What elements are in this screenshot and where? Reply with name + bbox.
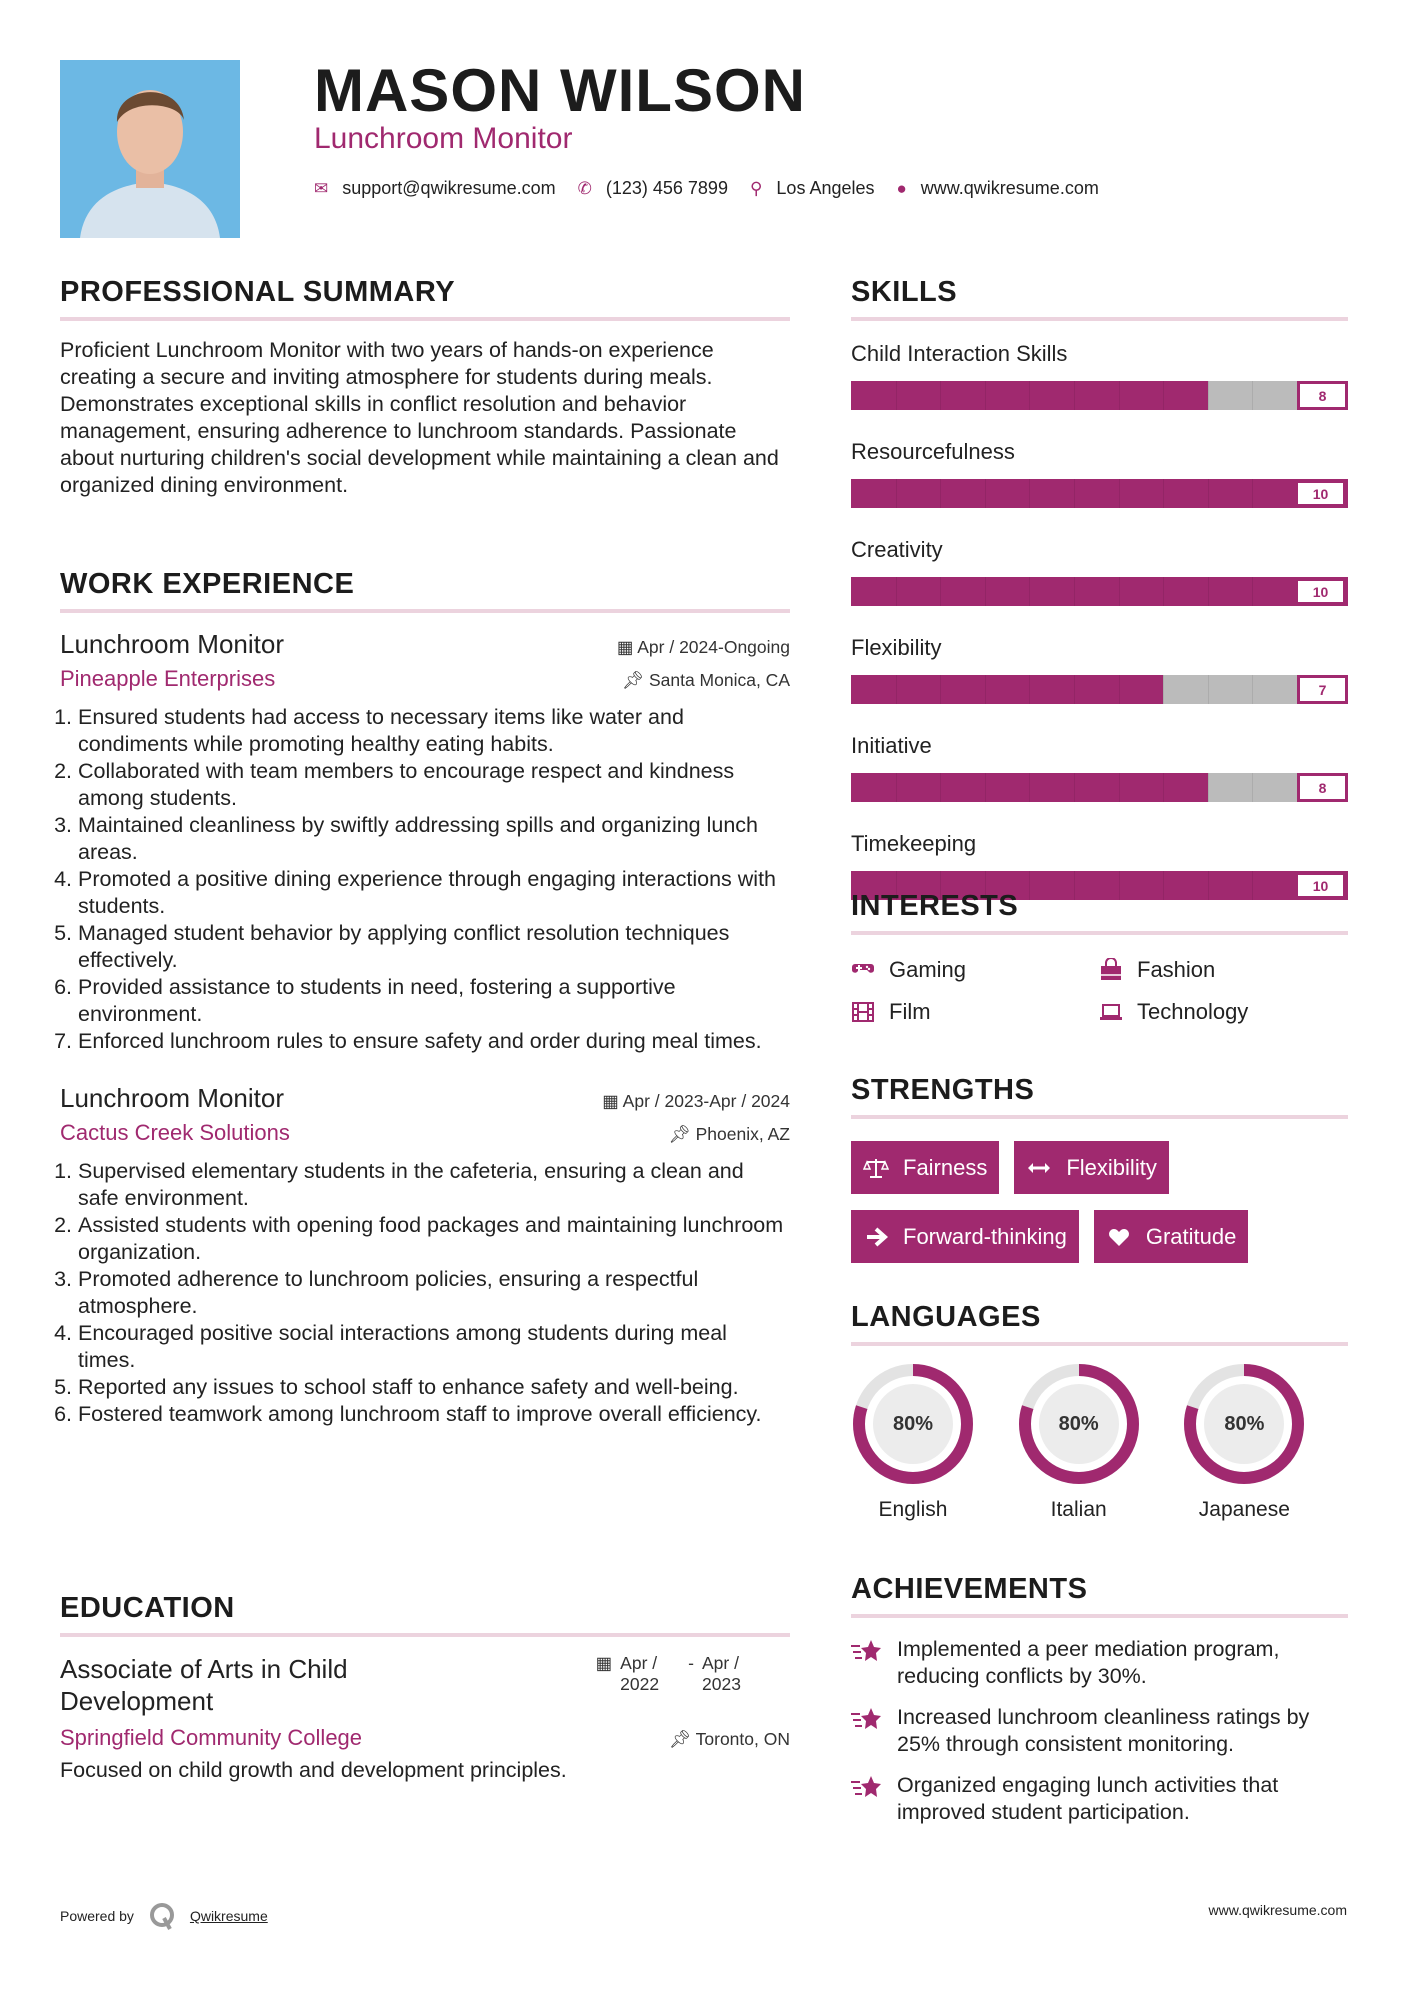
duty-item: 7. Enforced lunchroom rules to ensure safety and order during meal times. (78, 1028, 790, 1055)
school-name: Springfield Community College (60, 1725, 363, 1750)
bar-segment (1163, 577, 1164, 606)
gamepad-icon (851, 958, 875, 982)
job-duties (60, 1158, 790, 1428)
strength-label: Forward-thinking (903, 1223, 1067, 1249)
bar-segment (985, 675, 986, 704)
skill-bar-fill (851, 577, 1348, 606)
skill-level: 10 (1298, 581, 1343, 602)
bar-segment (1163, 479, 1164, 508)
location-text: Los Angeles (776, 178, 875, 198)
edu-date-sep: - (688, 1653, 694, 1673)
degree-title: Associate of Arts in Child Development (60, 1654, 348, 1716)
duty-item: 3. Promoted adherence to lunchroom policies, ensuring a respectful atmosphere. (78, 1266, 790, 1320)
heart-icon (1106, 1225, 1132, 1249)
edu-end: Apr / 2023 (702, 1653, 741, 1694)
strengths-section (851, 1074, 1348, 1263)
bar-segment (1208, 675, 1209, 704)
bar-segment (896, 675, 897, 704)
bar-segment (940, 479, 941, 508)
language-item (1017, 1362, 1183, 1522)
arrow-right-icon (863, 1225, 889, 1249)
strength-label: Gratitude (1145, 1223, 1237, 1249)
divider (60, 317, 790, 321)
divider (851, 1115, 1348, 1119)
company-name: Pineapple Enterprises (60, 666, 276, 691)
interest-item (1099, 999, 1347, 1025)
bar-segment (1252, 773, 1253, 802)
skill-level: 8 (1297, 381, 1348, 410)
shooting-star-icon (851, 1638, 883, 1664)
strength-tag (1094, 1210, 1249, 1263)
calendar-icon: ▦ (616, 637, 638, 657)
job-dates: Apr / 2024-Ongoing (637, 637, 790, 657)
achievement-text: Organized engaging lunch activities that improved student participation. (897, 1773, 1279, 1824)
skill-name: Timekeeping (851, 831, 977, 856)
skill-item (851, 635, 1348, 704)
duty-item: 5. Reported any issues to school staff to enhance safety and well-being. (78, 1374, 790, 1401)
website-link[interactable]: www.qwikresume.com (920, 178, 1099, 198)
bar-segment (1208, 381, 1209, 410)
envelope-icon: ✉ (314, 178, 329, 198)
laptop-icon (1099, 1000, 1123, 1024)
skill-level: 10 (1298, 483, 1343, 504)
bar-segment (1074, 773, 1075, 802)
bar-segment (1252, 577, 1253, 606)
company-name: Cactus Creek Solutions (60, 1120, 290, 1145)
footer-website[interactable]: www.qwikresume.com (1208, 1902, 1347, 1918)
section-heading: INTERESTS (851, 890, 1019, 922)
bar-segment (1029, 773, 1030, 802)
job-dates: Apr / 2023-Apr / 2024 (622, 1091, 790, 1111)
calendar-icon: ▦ (602, 1091, 623, 1111)
skill-name: Flexibility (851, 635, 942, 660)
interest-label: Gaming (889, 957, 967, 982)
bar-segment (1029, 675, 1030, 704)
skill-item (851, 439, 1348, 508)
skill-level: 10 (1298, 875, 1343, 896)
shopping-bag-icon (1099, 958, 1123, 982)
skill-item (851, 341, 1348, 410)
calendar-icon: ▦ (595, 1653, 613, 1673)
divider (851, 1342, 1348, 1346)
candidate-title: Lunchroom Monitor (314, 122, 573, 155)
shooting-star-icon (851, 1774, 883, 1800)
job-duties (60, 704, 790, 1055)
skill-bar (851, 577, 1348, 606)
achievement-item (851, 1704, 1348, 1758)
contact-bar (314, 178, 1121, 199)
divider (851, 1614, 1348, 1618)
map-marker-icon: ⚲ (749, 178, 763, 198)
language-name: Japanese (1198, 1498, 1290, 1521)
job-title: Lunchroom Monitor (60, 629, 284, 659)
achievement-text: Implemented a peer mediation program, reducing conflicts by 30%. (897, 1637, 1280, 1688)
phone-icon: ✆ (577, 178, 592, 198)
divider (851, 931, 1348, 935)
powered-by-text: Powered by (60, 1908, 134, 1924)
bar-segment (940, 773, 941, 802)
bar-segment (985, 773, 986, 802)
language-ring (851, 1362, 975, 1486)
bar-segment (1208, 773, 1209, 802)
bar-segment (1163, 675, 1164, 704)
bar-segment (1074, 479, 1075, 508)
skill-bar (851, 675, 1348, 704)
section-heading: STRENGTHS (851, 1074, 1035, 1106)
summary-section (60, 276, 790, 499)
balance-scale-icon (863, 1156, 889, 1180)
bar-segment (1029, 577, 1030, 606)
skill-item (851, 537, 1348, 606)
duty-item: 6. Fostered teamwork among lunchroom staff to improve overall efficiency. (78, 1401, 790, 1428)
education-section (60, 1592, 790, 1784)
pin-icon: 📌︎ (621, 670, 649, 690)
skill-item (851, 733, 1348, 802)
bar-segment (1029, 479, 1030, 508)
interest-label: Technology (1137, 999, 1249, 1024)
bar-segment (940, 675, 941, 704)
bar-segment (1119, 675, 1120, 704)
section-heading: EDUCATION (60, 1592, 235, 1624)
duty-item: 5. Managed student behavior by applying conflict resolution techniques effectively. (78, 920, 790, 974)
job-entry (60, 629, 790, 1055)
language-name: Italian (1050, 1498, 1107, 1521)
shooting-star-icon (851, 1706, 883, 1732)
bar-segment (1252, 479, 1253, 508)
language-name: English (878, 1498, 948, 1521)
achievements-section (851, 1573, 1348, 1840)
skill-name: Initiative (851, 733, 932, 758)
pin-icon: 📌︎ (668, 1124, 696, 1144)
duty-item: 2. Collaborated with team members to encourage respect and kindness among students. (78, 758, 790, 812)
bar-segment (896, 577, 897, 606)
bar-segment (1119, 577, 1120, 606)
duty-item: 2. Assisted students with opening food packages and maintaining lunchroom organization. (78, 1212, 790, 1266)
duty-item: 4. Promoted a positive dining experience through engaging interactions with students. (78, 866, 790, 920)
bar-segment (940, 381, 941, 410)
bar-segment (1074, 577, 1075, 606)
language-percent: 80% (892, 1412, 934, 1435)
candidate-name: MASON WILSON (314, 57, 806, 124)
section-heading: ACHIEVEMENTS (851, 1573, 1088, 1605)
skill-bar (851, 773, 1348, 802)
edu-start: Apr / 2022 (620, 1653, 660, 1694)
bar-segment (896, 773, 897, 802)
divider (851, 317, 1348, 321)
achievement-text: Increased lunchroom cleanliness ratings by 25% through consistent monitoring. (897, 1705, 1310, 1756)
bar-segment (1074, 675, 1075, 704)
bar-segment (896, 479, 897, 508)
bar-segment (985, 381, 986, 410)
job-location: Santa Monica, CA (648, 670, 790, 690)
bar-segment (1208, 479, 1209, 508)
job-location: Phoenix, AZ (695, 1124, 790, 1144)
skill-name: Resourcefulness (851, 439, 1015, 464)
brand-link[interactable]: Qwikresume (189, 1908, 268, 1924)
summary-text: Proficient Lunchroom Monitor with two years of hands-on experience creating a secure and inviting atmosphere for students during meals. Demonstrates exceptional skills in conflict resolution and behavior management, ensuring adherence to lunchroom standards. Passionate about nurturing children's social development while maintaining a clean and organized dining environment. (60, 338, 779, 497)
bar-segment (1119, 479, 1120, 508)
language-percent: 80% (1224, 1412, 1265, 1435)
duty-item: 4. Encouraged positive social interactions among students during meal times. (78, 1320, 790, 1374)
bar-segment (1208, 577, 1209, 606)
bar-segment (1163, 381, 1164, 410)
skill-level: 8 (1297, 773, 1348, 802)
section-heading: SKILLS (851, 276, 958, 308)
duty-item: 1. Supervised elementary students in the cafeteria, ensuring a clean and safe environment. (78, 1158, 790, 1212)
pin-icon: 📌︎ (668, 1729, 696, 1749)
section-heading: PROFESSIONAL SUMMARY (60, 276, 456, 308)
strength-tag (851, 1210, 1079, 1263)
interest-item (851, 957, 1099, 983)
bar-segment (1119, 773, 1120, 802)
email-link[interactable]: support@qwikresume.com (342, 178, 556, 198)
bar-segment (1252, 675, 1253, 704)
strength-label: Fairness (903, 1154, 988, 1180)
edu-location: Toronto, ON (695, 1729, 790, 1749)
language-ring (1017, 1362, 1141, 1486)
qwikresume-logo-icon (148, 1902, 176, 1930)
bar-segment (1252, 381, 1253, 410)
section-heading: LANGUAGES (851, 1301, 1041, 1333)
bar-segment (985, 479, 986, 508)
skill-bar-fill (851, 479, 1348, 508)
achievement-item (851, 1772, 1348, 1826)
bar-segment (896, 381, 897, 410)
section-heading: WORK EXPERIENCE (60, 568, 355, 600)
bar-segment (1163, 773, 1164, 802)
divider (60, 1633, 790, 1637)
language-ring (1182, 1362, 1306, 1486)
film-icon (851, 1000, 875, 1024)
language-item (851, 1362, 1017, 1522)
arrows-h-icon (1026, 1156, 1052, 1180)
bar-segment (1119, 381, 1120, 410)
experience-section (60, 568, 790, 1428)
interests-section (851, 890, 1348, 1025)
strength-tag (1014, 1141, 1168, 1194)
duty-item: 6. Provided assistance to students in need, fostering a supportive environment. (78, 974, 790, 1028)
phone-text: (123) 456 7899 (605, 178, 728, 198)
languages-section (851, 1301, 1348, 1522)
interest-label: Film (889, 999, 931, 1024)
skill-bar (851, 479, 1348, 508)
edu-description: Focused on child growth and development principles. (60, 1758, 567, 1782)
divider (60, 609, 790, 613)
interest-item (851, 999, 1099, 1025)
skill-name: Creativity (851, 537, 943, 562)
language-item (1182, 1362, 1348, 1522)
language-percent: 80% (1058, 1412, 1099, 1435)
achievement-item (851, 1636, 1348, 1690)
skill-level: 7 (1297, 675, 1348, 704)
job-title: Lunchroom Monitor (60, 1083, 284, 1113)
strength-tag (851, 1141, 999, 1194)
strength-label: Flexibility (1066, 1154, 1157, 1180)
skill-bar-fill (851, 675, 1163, 704)
footer-powered (60, 1902, 268, 1930)
bar-segment (1074, 381, 1075, 410)
duty-item: 3. Maintained cleanliness by swiftly addressing spills and organizing lunch areas. (78, 812, 790, 866)
skill-name: Child Interaction Skills (851, 341, 1068, 366)
job-entry (60, 1083, 790, 1428)
interest-item (1099, 957, 1347, 983)
bar-segment (985, 577, 986, 606)
globe-icon: ● (896, 178, 907, 198)
bar-segment (1029, 381, 1030, 410)
bar-segment (940, 577, 941, 606)
duty-item: 1. Ensured students had access to necessary items like water and condiments while promoting healthy eating habits. (78, 704, 790, 758)
interest-label: Fashion (1137, 957, 1216, 982)
skill-bar (851, 381, 1348, 410)
skills-section (851, 276, 1348, 929)
profile-photo (60, 60, 240, 238)
